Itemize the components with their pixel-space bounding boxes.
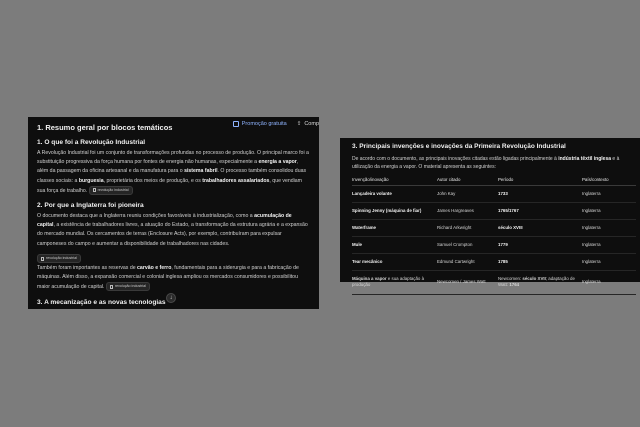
- subheading-1: 1. O que foi a Revolução Industrial: [37, 139, 146, 146]
- table-row: [352, 185, 636, 202]
- top-actions: [233, 121, 319, 127]
- table-intro: De acordo com o documento, as principais inovações citadas estão ligadas principalmente à indústria têxtil inglesa e à utilização da energia a vapor. O material apresenta as seguintes:: [352, 156, 620, 170]
- chat-panel-left: [28, 117, 319, 309]
- promo-button[interactable]: [233, 121, 287, 127]
- author-cell: Samuel Crompton: [437, 236, 498, 253]
- period-cell: 1785: [498, 253, 582, 270]
- document-icon: [41, 257, 44, 261]
- country-cell: Inglaterra: [582, 219, 636, 236]
- citation-chip[interactable]: revolução industrial: [37, 254, 81, 263]
- country-cell: Inglaterra: [582, 270, 636, 294]
- inventions-table: [352, 174, 636, 295]
- paragraph-2: O documento destaca que a Inglaterra reuniu condições favoráveis à industrialização, como a acumulação de capital, a existência de trabalhadores livres, a atuação do Estado, a transformação da estrutura agrária e a expansão do mercado mundial. Os cercamentos de terras (Enclosure Acts), por exemplo, contribuíram para expulsar camponeses do campo e aumentar a disponibilidade de trabalhadores nas cidades.: [37, 213, 308, 247]
- country-cell: Inglaterra: [582, 236, 636, 253]
- citation-chip[interactable]: revolução industrial: [106, 282, 150, 291]
- table-section-title: 3. Principais invenções e inovações da Primeira Revolução Industrial: [352, 143, 566, 150]
- author-cell: Edmund Cartwright: [437, 253, 498, 270]
- document-icon: [110, 285, 113, 289]
- paragraph-3: Também foram importantes as reservas de carvão e ferro, fundamentais para a siderurgia e para a fabricação de máquinas. Além disso, a expansão comercial e colonial inglesa ampliou os mercados consumidores e possibilitou maior acumulação de capital. revolução industrial: [37, 265, 299, 291]
- period-cell: século XVIII: [498, 219, 582, 236]
- invention-cell: Lançadeira volante: [352, 185, 437, 202]
- invention-cell: Máquina a vapor e sua adaptação à produção: [352, 270, 437, 294]
- column-header: Período: [498, 174, 582, 185]
- period-cell: 1733: [498, 185, 582, 202]
- section-heading: 1. Resumo geral por blocos temáticos: [37, 123, 173, 132]
- gift-icon: [233, 121, 239, 127]
- country-cell: Inglaterra: [582, 202, 636, 219]
- country-cell: Inglaterra: [582, 253, 636, 270]
- chat-panel-right: [340, 138, 640, 287]
- scroll-down-button[interactable]: [166, 293, 176, 303]
- table-row: [352, 236, 636, 253]
- country-cell: Inglaterra: [582, 185, 636, 202]
- share-icon: ⇪: [296, 121, 302, 127]
- table-row: [352, 202, 636, 219]
- citation-chip[interactable]: revolução industrial: [89, 186, 133, 195]
- invention-cell: Spinning Jenny (máquina de fiar): [352, 202, 437, 219]
- share-button[interactable]: [297, 121, 319, 127]
- author-cell: James Hargreaves: [437, 202, 498, 219]
- author-cell: John Kay: [437, 185, 498, 202]
- invention-cell: Mule: [352, 236, 437, 253]
- paragraph-1: A Revolução Industrial foi um conjunto de transformações profundas no processo de produção. O principal marco foi a substituição progressiva da força humana por fontes de energia não humanas, especialmente a energia a vapor, além da passagem da oficina artesanal e da manufatura para o sistema fabril. O processo também consolidou duas classes sociais: a burguesia, proprietária dos meios de produção, e os trabalhadores assalariados, que vendiam sua força de trabalho. revolução industrial: [37, 150, 309, 194]
- column-header: País/contexto: [582, 174, 636, 185]
- document-icon: [93, 188, 96, 192]
- invention-cell: Tear mecânico: [352, 253, 437, 270]
- promo-label: Promoção gratuita: [241, 121, 287, 127]
- period-cell: 1765/1767: [498, 202, 582, 219]
- arrow-down-icon: ↓: [169, 295, 173, 301]
- period-cell: Newcomen: século XVII; adaptação de Watt: 1764: [498, 270, 582, 294]
- period-cell: 1779: [498, 236, 582, 253]
- share-label: Comp: [304, 121, 319, 127]
- table-row: [352, 219, 636, 236]
- invention-cell: Waterframe: [352, 219, 437, 236]
- table-row: [352, 253, 636, 270]
- table-header-row: [352, 174, 636, 185]
- author-cell: Newcomen / James Watt: [437, 270, 498, 294]
- subheading-2: 2. Por que a Inglaterra foi pioneira: [37, 202, 144, 209]
- author-cell: Richard Arkwright: [437, 219, 498, 236]
- table-row: [352, 270, 636, 294]
- column-header: Autor citado: [437, 174, 498, 185]
- subheading-3: 3. A mecanização e as novas tecnologias: [37, 299, 166, 306]
- column-header: Invenção/inovação: [352, 174, 437, 185]
